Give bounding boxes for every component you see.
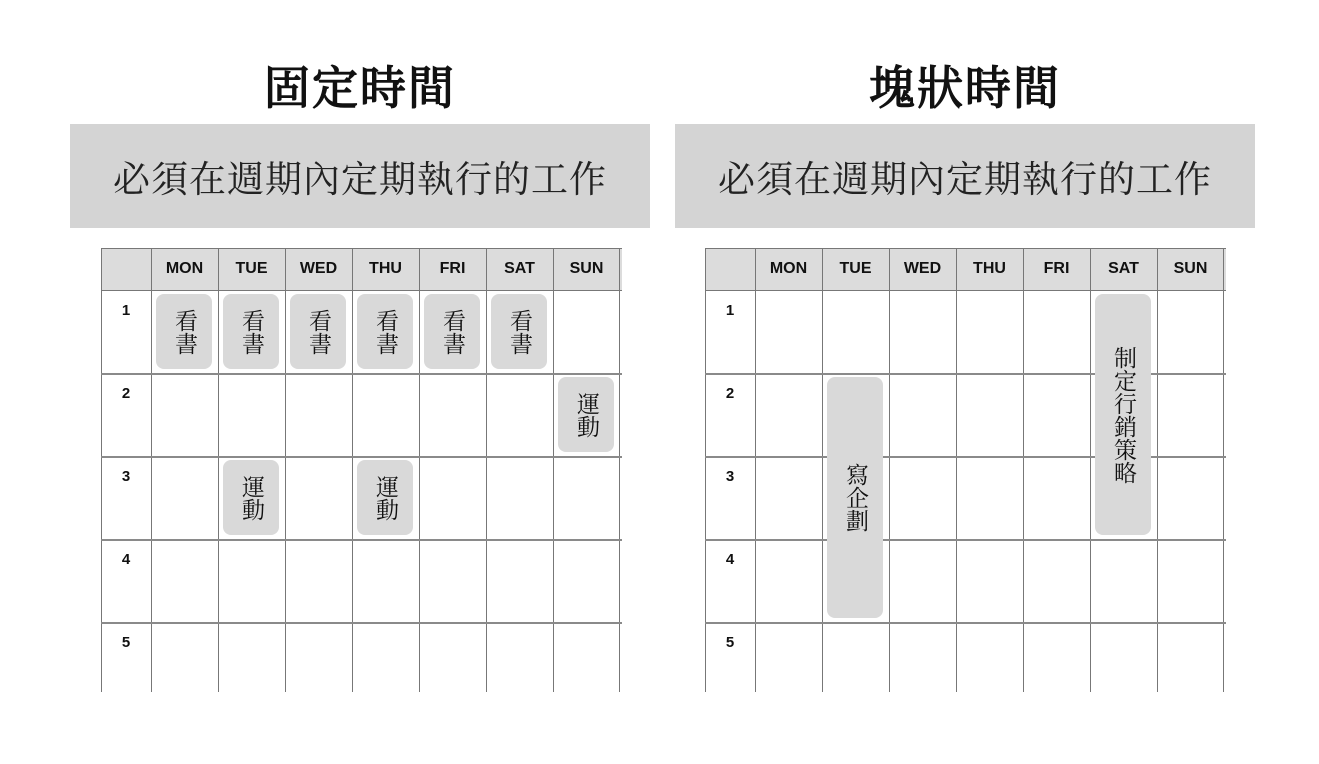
block-time-panel [675, 0, 1255, 764]
task-label: 運動 [372, 474, 398, 521]
day-header-sun: SUN [569, 260, 604, 277]
day-header-sat: SAT [504, 260, 535, 277]
fixed-time-panel [70, 0, 650, 764]
grid-column-line [956, 248, 957, 692]
task-block [491, 294, 547, 369]
task-block [424, 294, 480, 369]
grid-row-line [705, 539, 1226, 541]
schedule-grid [705, 248, 1226, 692]
grid-column-line [1223, 248, 1224, 692]
task-label: 運動 [573, 391, 599, 438]
task-block [223, 294, 279, 369]
grid-row-line [705, 290, 1226, 291]
panel-title: 塊狀時間 [869, 61, 1061, 115]
day-header-tue: TUE [839, 260, 872, 277]
day-header-tue: TUE [235, 260, 268, 277]
row-number: 2 [725, 385, 735, 402]
task-block [223, 460, 279, 535]
task-label: 制定行銷策略 [1110, 345, 1136, 484]
task-label: 看書 [506, 308, 532, 355]
grid-row-line [101, 539, 622, 541]
day-header-wed: WED [299, 260, 338, 277]
task-label: 寫企劃 [842, 463, 868, 532]
day-header-thu: THU [369, 260, 402, 277]
grid-column-line [1157, 248, 1158, 692]
grid-row-line [101, 456, 622, 458]
grid-column-line [1023, 248, 1024, 692]
grid-column-line [755, 248, 756, 692]
grid-column-line [285, 248, 286, 692]
task-block [1095, 294, 1151, 535]
grid-row-line [101, 622, 622, 624]
row-number: 4 [121, 551, 131, 568]
task-label: 看書 [439, 308, 465, 355]
panel-title: 固定時間 [264, 61, 456, 115]
task-block [357, 294, 413, 369]
grid-column-line [619, 248, 620, 692]
task-block [827, 377, 883, 618]
grid-column-line [486, 248, 487, 692]
task-label: 看書 [305, 308, 331, 355]
grid-column-line [419, 248, 420, 692]
grid-row-line [101, 290, 622, 291]
grid-row-line [705, 622, 1226, 624]
row-number: 3 [121, 468, 131, 485]
task-label: 運動 [238, 474, 264, 521]
grid-row-line [101, 373, 622, 375]
row-number: 2 [121, 385, 131, 402]
row-number: 5 [725, 634, 735, 651]
grid-column-line [218, 248, 219, 692]
day-header-thu: THU [973, 260, 1006, 277]
day-header-fri: FRI [1043, 260, 1070, 277]
task-label: 看書 [372, 308, 398, 355]
grid-column-line [151, 248, 152, 692]
task-label: 看書 [171, 308, 197, 355]
day-header-mon: MON [769, 260, 808, 277]
task-block [290, 294, 346, 369]
task-label: 看書 [238, 308, 264, 355]
day-header-mon: MON [165, 260, 204, 277]
grid-column-line [889, 248, 890, 692]
grid-column-line [1090, 248, 1091, 692]
row-number: 3 [725, 468, 735, 485]
task-block [156, 294, 212, 369]
day-header-sat: SAT [1108, 260, 1139, 277]
row-number: 1 [121, 302, 131, 319]
panel-banner: 必須在週期內定期執行的工作 [675, 124, 1255, 228]
panel-banner: 必須在週期內定期執行的工作 [70, 124, 650, 228]
grid-column-line [352, 248, 353, 692]
day-header-sun: SUN [1173, 260, 1208, 277]
task-block [558, 377, 614, 452]
row-number: 1 [725, 302, 735, 319]
day-header-fri: FRI [439, 260, 466, 277]
row-number: 4 [725, 551, 735, 568]
schedule-grid [101, 248, 622, 692]
day-header-wed: WED [903, 260, 942, 277]
task-block [357, 460, 413, 535]
row-number: 5 [121, 634, 131, 651]
grid-column-line [822, 248, 823, 692]
grid-column-line [553, 248, 554, 692]
